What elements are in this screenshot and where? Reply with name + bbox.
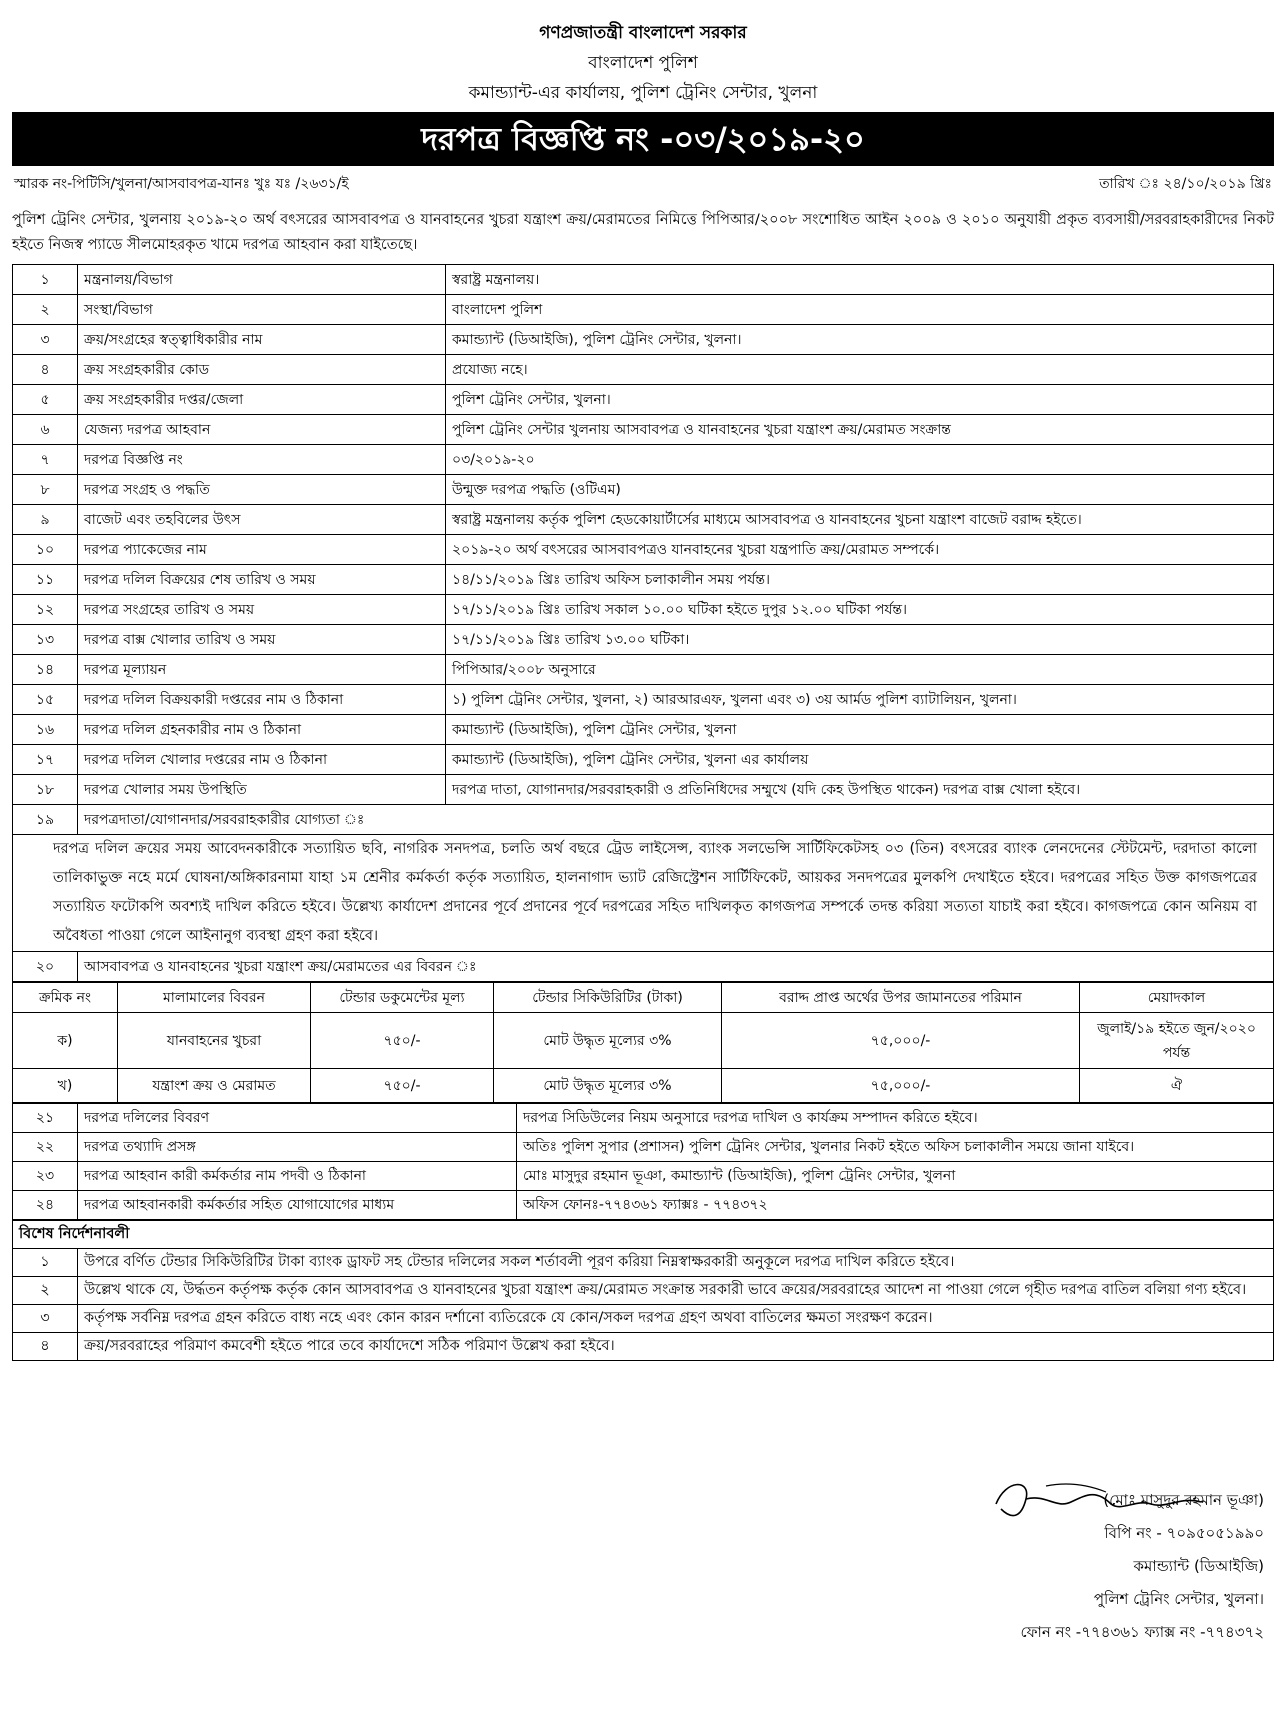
- item-sl: খ): [13, 1069, 118, 1103]
- row-label: দরপত্র দলিল বিক্রয়কারী দপ্তরের নাম ও ঠিকানা: [78, 685, 446, 715]
- table-row: [13, 1133, 1274, 1162]
- table-row: [13, 355, 1274, 385]
- row-number: ২০: [13, 952, 78, 982]
- row-number: ১৯: [13, 805, 78, 835]
- table-row: [13, 1277, 1274, 1305]
- table-row: [13, 625, 1274, 655]
- row-value: পিপিআর/২০০৮ অনুসারে: [446, 655, 1274, 685]
- table-row: [13, 655, 1274, 685]
- item-security: মোট উদ্ধৃত মূল্যের ৩%: [494, 1013, 722, 1069]
- row-value: পুলিশ ট্রেনিং সেন্টার, খুলনা।: [446, 385, 1274, 415]
- table-row: [13, 1104, 1274, 1133]
- table-row: [13, 835, 1274, 952]
- row-value: দরপত্র দাতা, যোগানদার/সরবরাহকারী ও প্রতিনিধিদের সম্মুখে (যদি কেহ উপস্থিত থাকেন) দরপত্র বাক্স খোলা হইবে।: [446, 775, 1274, 805]
- table-row: [13, 1249, 1274, 1277]
- table-row: [13, 595, 1274, 625]
- item-sl: ক): [13, 1013, 118, 1069]
- row-label: আসবাবপত্র ও যানবাহনের খুচরা যন্ত্রাংশ ক্রয়/মেরামতের এর বিবরন ঃ: [78, 952, 1274, 982]
- instruction-number: ৩: [13, 1305, 78, 1333]
- eligibility-text: দরপত্র দলিল ক্রয়ের সময় আবেদনকারীকে সত্যায়িত ছবি, নাগরিক সনদপত্র, চলতি অর্থ বছরে ট্রেড লাইসেন্স, ব্যাংক সলভেন্সি সার্টিফিকেটসহ ০৩ (তিন) বৎসরের ব্যাংক লেনদেনের স্টেটমেন্ট, দরদাতা কালো তালিকাভুক্ত নহে মর্মে ঘোষনা/অঙ্গিকারনামা যাহা ১ম শ্রেনীর কর্মকর্তা কর্তৃক সত্যায়িত, হালনাগাদ ভ্যাট রেজিস্ট্রেশন সার্টিফিকেট, আয়কর সনদপত্রের মুলকপি দেখাইতে হইবে। দরপত্রের সহিত উক্ত কাগজপত্রের সত্যায়িত ফটোকপি অবশ্যই দাখিল করিতে হইবে। উল্লেখ্য কার্যাদেশ প্রদানের পূর্বে প্রদানের পূর্বে দরপত্রের সহিত দাখিলকৃত কাগজপত্র সম্পর্কে তদন্ত করিয়া সত্যতা যাচাই করা হইবে। কাগজপত্রে কোন অনিয়ম বা অবৈধতা পাওয়া গেলে আইনানুগ ব্যবস্থা গ্রহণ করা হইবে।: [13, 835, 1274, 952]
- items-table: [12, 982, 1274, 1103]
- table-row: [13, 1191, 1274, 1220]
- item-price: ৭৫০/-: [311, 1069, 494, 1103]
- row-number: ১৭: [13, 745, 78, 775]
- table-row: [13, 475, 1274, 505]
- signatory-designation: কমান্ড্যান্ট (ডিআইজি): [1133, 1557, 1264, 1575]
- memo-ref: স্মারক নং-পিটিসি/খুলনা/আসবাবপত্র-যানঃ খুঃ যঃ /২৬৩১/ই: [14, 176, 349, 192]
- letterhead: [12, 18, 1274, 108]
- memo-date: তারিখ ঃ ২৪/১০/২০১৯ খ্রিঃ: [1099, 176, 1272, 192]
- row-number: ৮: [13, 475, 78, 505]
- signatory-office: পুলিশ ট্রেনিং সেন্টার, খুলনা।: [1093, 1590, 1264, 1608]
- row-number: ৫: [13, 385, 78, 415]
- row-number: ৪: [13, 355, 78, 385]
- row-value: স্বরাষ্ট্র মন্ত্রনালয়।: [446, 265, 1274, 295]
- row-value: ১) পুলিশ ট্রেনিং সেন্টার, খুলনা, ২) আরআরএফ, খুলনা এবং ৩) ৩য় আর্মড পুলিশ ব্যাটালিয়ন, খুলনা।: [446, 685, 1274, 715]
- special-title: বিশেষ নির্দেশনাবলী: [13, 1221, 1274, 1249]
- row-number: ৬: [13, 415, 78, 445]
- table-row: [13, 415, 1274, 445]
- table-row: [13, 295, 1274, 325]
- col-header: বরাদ্দ প্রাপ্ত অর্থের উপর জামানতের পরিমান: [722, 983, 1080, 1013]
- item-security: মোট উদ্ধৃত মূল্যের ৩%: [494, 1069, 722, 1103]
- row-label: দরপত্র দলিল বিক্রয়ের শেষ তারিখ ও সময়: [78, 565, 446, 595]
- row-label: ক্রয় সংগ্রহকারীর দপ্তর/জেলা: [78, 385, 446, 415]
- row-number: ২১: [13, 1104, 78, 1133]
- row-label: দরপত্র বাক্স খোলার তারিখ ও সময়: [78, 625, 446, 655]
- row-label: দরপত্র মূল্যায়ন: [78, 655, 446, 685]
- table-row: [13, 1333, 1274, 1361]
- tender-details-table-2: [12, 1103, 1274, 1220]
- instruction-text: কর্তৃপক্ষ সর্বনিম্ন দরপত্র গ্রহন করিতে বাধ্য নহে এবং কোন কারন দর্শানো ব্যতিরেকে যে কোন/সকল দরপত্র গ্রহণ অথবা বাতিলের ক্ষমতা সংরক্ষণ করেন।: [78, 1305, 1274, 1333]
- row-label: ক্রয়/সংগ্রহের স্বত্ত্বাধিকারীর নাম: [78, 325, 446, 355]
- signatory-contact: ফোন নং -৭৭৪৩৬১ ফ্যাক্স নং -৭৭৪৩৭২: [1020, 1623, 1264, 1641]
- row-number: ৭: [13, 445, 78, 475]
- row-number: ৯: [13, 505, 78, 535]
- row-value: ০৩/২০১৯-২০: [446, 445, 1274, 475]
- row-value: দরপত্র সিডিউলের নিয়ম অনুসারে দরপত্র দাখিল ও কার্যক্রম সম্পাদন করিতে হইবে।: [517, 1104, 1274, 1133]
- col-header: মালামালের বিবরন: [118, 983, 311, 1013]
- row-value: ১৭/১১/২০১৯ খ্রিঃ তারিখ ১৩.০০ ঘটিকা।: [446, 625, 1274, 655]
- row-number: ১: [13, 265, 78, 295]
- row-label: দরপত্র খোলার সময় উপস্থিতি: [78, 775, 446, 805]
- item-desc: যন্ত্রাংশ ক্রয় ও মেরামত: [118, 1069, 311, 1103]
- table-row: [13, 325, 1274, 355]
- table-row: [13, 565, 1274, 595]
- row-value: প্রযোজ্য নহে।: [446, 355, 1274, 385]
- row-value: ১৪/১১/২০১৯ খ্রিঃ তারিখ অফিস চলাকালীন সময় পর্যন্ত।: [446, 565, 1274, 595]
- table-row: [13, 265, 1274, 295]
- row-number: ২৩: [13, 1162, 78, 1191]
- row-number: ১৫: [13, 685, 78, 715]
- row-label: বাজেট এবং তহবিলের উৎস: [78, 505, 446, 535]
- table-row: [13, 1013, 1274, 1069]
- item-period: জুলাই/১৯ হইতে জুন/২০২০ পর্যন্ত: [1080, 1013, 1274, 1069]
- table-row: [13, 805, 1274, 835]
- item-period: ঐ: [1080, 1069, 1274, 1103]
- special-instructions-table: [12, 1220, 1274, 1361]
- row-value: অতিঃ পুলিশ সুপার (প্রশাসন) পুলিশ ট্রেনিং সেন্টার, খুলনার নিকট হইতে অফিস চলাকালীন সময়ে জানা যাইবে।: [517, 1133, 1274, 1162]
- col-header: ক্রমিক নং: [13, 983, 118, 1013]
- row-value: বাংলাদেশ পুলিশ: [446, 295, 1274, 325]
- signatory-name: (মোঃ মাসুদুর রহমান ভূঞা): [1103, 1491, 1264, 1509]
- col-header: মেয়াদকাল: [1080, 983, 1274, 1013]
- row-number: ১৮: [13, 775, 78, 805]
- row-label: দরপত্র সংগ্রহ ও পদ্ধতি: [78, 475, 446, 505]
- instruction-text: উল্লেখ থাকে যে, উর্দ্ধতন কর্তৃপক্ষ কর্তৃক কোন আসবাবপত্র ও যানবাহনের খুচরা যন্ত্রাংশ ক্রয়/মেরামত সংক্রান্ত সরকারী ভাবে ক্রয়ের/সরবরাহের আদেশ না পাওয়া গেলে গৃহীত দরপত্র বাতিল বলিয়া গণ্য হইবে।: [78, 1277, 1274, 1305]
- row-label: দরপত্র আহবান কারী কর্মকর্তার নাম পদবী ও ঠিকানা: [78, 1162, 517, 1191]
- row-value: অফিস ফোনঃ-৭৭৪৩৬১ ফ্যাক্সঃ - ৭৭৪৩৭২: [517, 1191, 1274, 1220]
- row-number: ১৩: [13, 625, 78, 655]
- row-value: ২০১৯-২০ অর্থ বৎসরের আসবাবপত্রও যানবাহনের খুচরা যন্ত্রপাতি ক্রয়/মেরামত সম্পর্কে।: [446, 535, 1274, 565]
- row-label: ক্রয় সংগ্রহকারীর কোড: [78, 355, 446, 385]
- row-number: ১০: [13, 535, 78, 565]
- table-row: [13, 715, 1274, 745]
- row-label: দরপত্রদাতা/যোগানদার/সরবরাহকারীর যোগ্যতা ঃ: [78, 805, 1274, 835]
- notice-title: দরপত্র বিজ্ঞপ্তি নং -০৩/২০১৯-২০: [12, 112, 1274, 166]
- table-row: [13, 745, 1274, 775]
- row-value: কমান্ড্যান্ট (ডিআইজি), পুলিশ ট্রেনিং সেন্টার, খুলনা।: [446, 325, 1274, 355]
- office-name: কমান্ড্যান্ট-এর কার্যালয়, পুলিশ ট্রেনিং সেন্টার, খুলনা: [468, 83, 818, 103]
- row-label: দরপত্র তথ্যাদি প্রসঙ্গ: [78, 1133, 517, 1162]
- table-row: [13, 1069, 1274, 1103]
- row-value: কমান্ড্যান্ট (ডিআইজি), পুলিশ ট্রেনিং সেন্টার, খুলনা: [446, 715, 1274, 745]
- dept-name: বাংলাদেশ পুলিশ: [588, 53, 698, 73]
- row-label: সংস্থা/বিভাগ: [78, 295, 446, 325]
- item-desc: যানবাহনের খুচরা: [118, 1013, 311, 1069]
- items-header-row: [13, 983, 1274, 1013]
- row-number: ১২: [13, 595, 78, 625]
- col-header: টেন্ডার সিকিউরিটির (টাকা): [494, 983, 722, 1013]
- row-value: মোঃ মাসুদুর রহমান ভূঞা, কমান্ড্যান্ট (ডিআইজি), পুলিশ ট্রেনিং সেন্টার, খুলনা: [517, 1162, 1274, 1191]
- row-label: দরপত্র আহবানকারী কর্মকর্তার সহিত যোগাযোগের মাধ্যম: [78, 1191, 517, 1220]
- row-label: দরপত্র প্যাকেজের নাম: [78, 535, 446, 565]
- table-row: [13, 535, 1274, 565]
- row-value: ১৭/১১/২০১৯ খ্রিঃ তারিখ সকাল ১০.০০ ঘটিকা হইতে দুপুর ১২.০০ ঘটিকা পর্যন্ত।: [446, 595, 1274, 625]
- instruction-number: ২: [13, 1277, 78, 1305]
- row-value: স্বরাষ্ট্র মন্ত্রনালয় কর্তৃক পুলিশ হেডকোয়ার্টার্সের মাধ্যমে আসবাবপত্র ও যানবাহনের খুচনা যন্ত্রাংশ বাজেট বরাদ্দ হইতে।: [446, 505, 1274, 535]
- row-value: কমান্ড্যান্ট (ডিআইজি), পুলিশ ট্রেনিং সেন্টার, খুলনা এর কার্যালয়: [446, 745, 1274, 775]
- table-row: [13, 775, 1274, 805]
- col-header: টেন্ডার ডকুমেন্টের মূল্য: [311, 983, 494, 1013]
- table-row: [13, 952, 1274, 982]
- row-label: মন্ত্রনালয়/বিভাগ: [78, 265, 446, 295]
- row-label: দরপত্র সংগ্রহের তারিখ ও সময়: [78, 595, 446, 625]
- intro-paragraph: পুলিশ ট্রেনিং সেন্টার, খুলনায় ২০১৯-২০ অর্থ বৎসরের আসবাবপত্র ও যানবাহনের খুচরা যন্ত্রাংশ ক্রয়/মেরামতের নিমিত্তে পিপিআর/২০০৮ সংশোধিত আইন ২০০৯ ও ২০১০ অনুযায়ী প্রকৃত ব্যবসায়ী/সরবরাহকারীদের নিকট হইতে নিজস্ব প্যাডে সীলমোহরকৃত খামে দরপত্র আহবান করা যাইতেছে।: [12, 212, 1274, 253]
- item-guarantee: ৭৫,০০০/-: [722, 1013, 1080, 1069]
- table-row: [13, 445, 1274, 475]
- table-row: [13, 1162, 1274, 1191]
- instruction-text: উপরে বর্ণিত টেন্ডার সিকিউরিটির টাকা ব্যাংক ড্রাফট সহ টেন্ডার দলিলের সকল শর্তাবলী পূরণ করিয়া নিম্নস্বাক্ষরকারী অনুকূলে দরপত্র দাখিল করিতে হইবে।: [78, 1249, 1274, 1277]
- instruction-text: ক্রয়/সরবরাহের পরিমাণ কমবেশী হইতে পারে তবে কার্যাদেশে সঠিক পরিমাণ উল্লেখ করা হইবে।: [78, 1333, 1274, 1361]
- row-label: দরপত্র দলিল খোলার দপ্তরের নাম ও ঠিকানা: [78, 745, 446, 775]
- special-title-row: [13, 1221, 1274, 1249]
- signatory-bp: বিপি নং - ৭০৯৫০৫১৯৯০: [1104, 1524, 1264, 1542]
- row-value: পুলিশ ট্রেনিং সেন্টার খুলনায় আসবাবপত্র ও যানবাহনের খুচরা যন্ত্রাংশ ক্রয়/মেরামত সংক্রান্ত: [446, 415, 1274, 445]
- signature-block: [1021, 1484, 1265, 1649]
- memo-line: [14, 172, 1272, 196]
- item-price: ৭৫০/-: [311, 1013, 494, 1069]
- row-number: ১৪: [13, 655, 78, 685]
- row-label: দরপত্র দলিলের বিবরণ: [78, 1104, 517, 1133]
- tender-details-table: [12, 264, 1274, 982]
- row-label: যেজন্য দরপত্র আহবান: [78, 415, 446, 445]
- instruction-number: ৪: [13, 1333, 78, 1361]
- row-number: ৩: [13, 325, 78, 355]
- instruction-number: ১: [13, 1249, 78, 1277]
- row-number: ১১: [13, 565, 78, 595]
- row-number: ২২: [13, 1133, 78, 1162]
- table-row: [13, 685, 1274, 715]
- row-label: দরপত্র দলিল গ্রহনকারীর নাম ও ঠিকানা: [78, 715, 446, 745]
- govt-name: গণপ্রজাতন্ত্রী বাংলাদেশ সরকার: [539, 23, 747, 43]
- row-number: ২: [13, 295, 78, 325]
- table-row: [13, 505, 1274, 535]
- table-row: [13, 385, 1274, 415]
- row-value: উন্মুক্ত দরপত্র পদ্ধতি (ওটিএম): [446, 475, 1274, 505]
- row-number: ২৪: [13, 1191, 78, 1220]
- row-label: দরপত্র বিজ্ঞপ্তি নং: [78, 445, 446, 475]
- table-row: [13, 1305, 1274, 1333]
- item-guarantee: ৭৫,০০০/-: [722, 1069, 1080, 1103]
- row-number: ১৬: [13, 715, 78, 745]
